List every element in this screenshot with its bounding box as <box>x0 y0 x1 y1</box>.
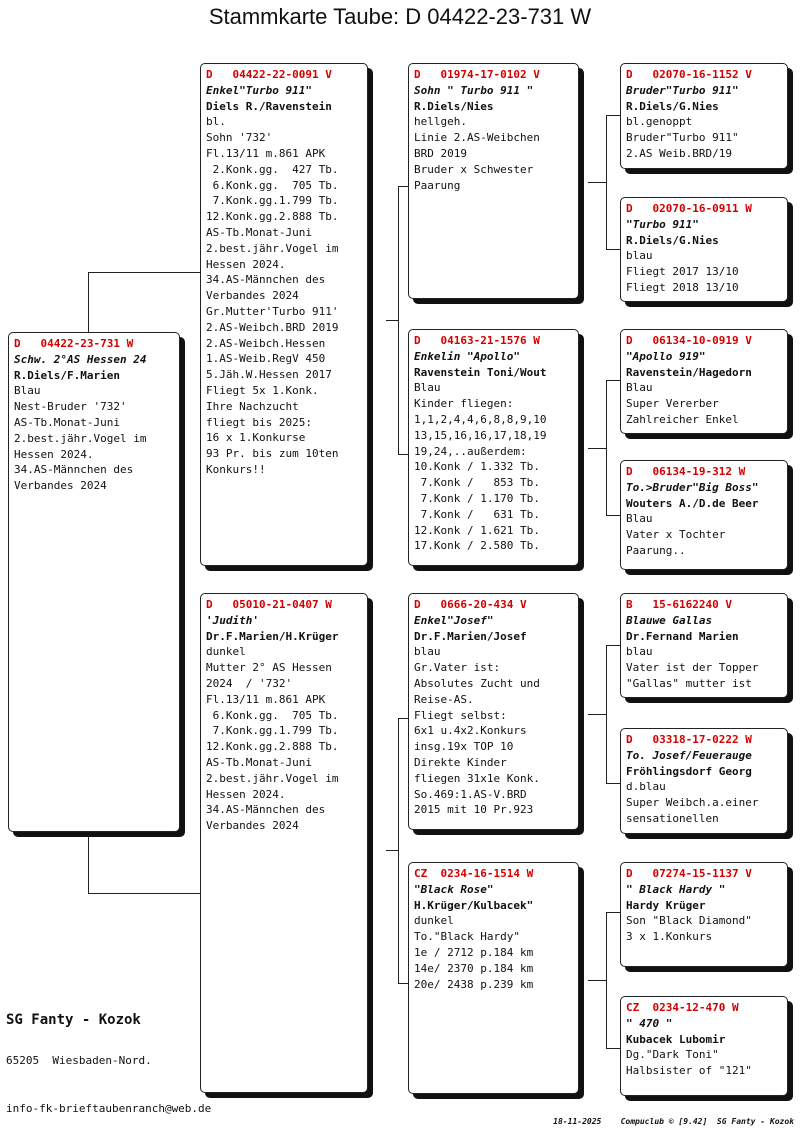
pigeon-name: " 470 " <box>626 1016 673 1030</box>
info-line: bl. <box>206 115 226 129</box>
connector-mf-mff <box>606 645 620 646</box>
info-line: To."Black Hardy" <box>414 930 520 944</box>
owner-name: Wouters A./D.de Beer <box>626 496 759 510</box>
connector-mf-vertical <box>606 645 607 783</box>
info-line: 1.AS-Weib.RegV 450 <box>206 352 326 366</box>
info-line: 93 Pr. bis zum 10ten <box>206 447 339 461</box>
connector-root-father <box>88 272 200 273</box>
info-line: 34.AS-Männchen des <box>206 803 326 817</box>
info-line: 2.Konk.gg. 427 Tb. <box>206 162 339 176</box>
info-line: Mutter 2° AS Hessen <box>206 661 332 675</box>
info-line: Absolutes Zucht und <box>414 676 540 690</box>
info-line: fliegt bis 2025: <box>206 415 312 429</box>
info-line: Blau <box>626 512 653 526</box>
pigeon-name: Enkelin "Apollo" <box>414 349 520 363</box>
info-line: 6.Konk.gg. 705 Tb. <box>206 178 339 192</box>
ring-number: D 06134-19-312 W <box>626 465 746 478</box>
card-fff[interactable] <box>620 63 788 169</box>
owner-name: R.Diels/F.Marien <box>14 368 120 382</box>
info-line: Blau <box>414 381 441 395</box>
owner-name: H.Krüger/Kulbacek" <box>414 898 534 912</box>
owner-name: Ravenstein/Hagedorn <box>626 365 752 379</box>
ring-number: D 04163-21-1576 W <box>414 334 540 347</box>
info-line: 14e/ 2370 p.184 km <box>414 961 534 975</box>
info-line: Nest-Bruder '732' <box>14 400 127 414</box>
info-line: bl.genoppt <box>626 115 693 129</box>
info-line: Super Weibch.a.einer <box>626 796 759 810</box>
pigeon-name: "Apollo 919" <box>626 349 706 363</box>
info-line: Paarung.. <box>626 543 686 557</box>
info-line: Dg."Dark Toni" <box>626 1048 719 1062</box>
info-line: 7.Konk / 631 Tb. <box>414 507 540 521</box>
info-line: 10.Konk / 1.332 Tb. <box>414 460 540 474</box>
info-line: 6x1 u.4x2.Konkurs <box>414 724 527 738</box>
info-line: 1e / 2712 p.184 km <box>414 945 534 959</box>
connector-fm-vertical <box>606 380 607 515</box>
info-line: dunkel <box>414 914 454 928</box>
info-line: 7.Konk / 853 Tb. <box>414 476 540 490</box>
info-line: Son "Black Diamond" <box>626 914 752 928</box>
info-line: Verbandes 2024 <box>206 819 299 833</box>
info-line: Halbsister of "121" <box>626 1064 752 1078</box>
connector-father-fm <box>398 454 408 455</box>
info-line: 17.Konk / 2.580 Tb. <box>414 539 540 553</box>
info-line: 7.Konk.gg.1.799 Tb. <box>206 724 339 738</box>
footer-credit: 18-11-2025 Compuclub © [9.42] SG Fanty - Kozok <box>553 1117 794 1126</box>
owner-name: Kubacek Lubomir <box>626 1032 726 1046</box>
info-line: 34.AS-Männchen des <box>14 463 134 477</box>
info-line: Super Vererber <box>626 397 719 411</box>
info-line: 19,24,..außerdem: <box>414 444 527 458</box>
pigeon-name: To.>Bruder"Big Boss" <box>626 480 759 494</box>
info-line: 7.Konk.gg.1.799 Tb. <box>206 194 339 208</box>
card-mf[interactable] <box>408 593 579 830</box>
info-line: Fliegt 2018 13/10 <box>626 280 739 294</box>
info-line: 34.AS-Männchen des <box>206 273 326 287</box>
card-mmf[interactable] <box>620 862 788 967</box>
ring-number: CZ 0234-16-1514 W <box>414 867 534 880</box>
info-line: Direkte Kinder <box>414 755 507 769</box>
info-line: AS-Tb.Monat-Juni <box>14 415 120 429</box>
connector-root-mother <box>88 893 200 894</box>
info-line: Vater x Tochter <box>626 528 726 542</box>
info-line: Hessen 2024. <box>14 447 94 461</box>
connector-fm-fmf <box>606 380 620 381</box>
info-line: fliegen 31x1e Konk. <box>414 771 540 785</box>
info-line: Verbandes 2024 <box>14 479 107 493</box>
ring-number: D 04422-23-731 W <box>14 337 134 350</box>
info-line: Paarung <box>414 178 461 192</box>
card-ffm[interactable] <box>620 197 788 302</box>
info-line: BRD 2019 <box>414 146 467 160</box>
ring-number: D 03318-17-0222 W <box>626 733 752 746</box>
info-line: 12.Konk.gg.2.888 Tb. <box>206 210 339 224</box>
connector-ff-vertical <box>606 115 607 249</box>
pigeon-name: "Turbo 911" <box>626 217 699 231</box>
club-email[interactable]: info-fk-brieftaubenranch@web.de <box>6 1102 212 1115</box>
connector-fm-fmm <box>606 515 620 516</box>
owner-name: R.Diels/Nies <box>414 99 494 113</box>
ring-number: D 04422-22-0091 V <box>206 68 332 81</box>
ring-number: B 15-6162240 V <box>626 598 732 611</box>
info-line: Blau <box>14 384 41 398</box>
info-line: Vater ist der Topper <box>626 661 759 675</box>
info-line: dunkel <box>206 645 246 659</box>
info-line: 13,15,16,16,17,18,19 <box>414 428 547 442</box>
card-fmm[interactable] <box>620 460 788 570</box>
info-line: Bruder x Schwester <box>414 162 534 176</box>
owner-name: Hardy Krüger <box>626 898 706 912</box>
pigeon-name: 'Judith' <box>206 613 259 627</box>
owner-name: R.Diels/G.Nies <box>626 99 719 113</box>
owner-name: Diels R./Ravenstein <box>206 99 332 113</box>
ring-number: D 05010-21-0407 W <box>206 598 332 611</box>
info-line: 2.best.jähr.Vogel im <box>206 771 339 785</box>
card-mff[interactable] <box>620 593 788 698</box>
info-line: Hessen 2024. <box>206 257 286 271</box>
pigeon-name: To. Josef/Feuerauge <box>626 748 752 762</box>
info-line: 2.best.jähr.Vogel im <box>14 431 147 445</box>
info-line: AS-Tb.Monat-Juni <box>206 755 312 769</box>
ring-number: D 0666-20-434 V <box>414 598 527 611</box>
info-line: 12.Konk.gg.2.888 Tb. <box>206 740 339 754</box>
connector-mm-mmm <box>606 1048 620 1049</box>
card-mmm[interactable] <box>620 996 788 1096</box>
connector-mf-stub <box>588 714 606 715</box>
connector-mother-stub <box>386 850 398 851</box>
owner-name: Dr.Fernand Marien <box>626 629 739 643</box>
info-line: blau <box>414 645 441 659</box>
info-line: 20e/ 2438 p.239 km <box>414 977 534 991</box>
info-line: blau <box>626 645 653 659</box>
pigeon-name: Blauwe Gallas <box>626 613 713 627</box>
connector-ff-ffm <box>606 249 620 250</box>
card-mm[interactable] <box>408 862 579 1094</box>
pigeon-name: Enkel"Turbo 911" <box>206 83 312 97</box>
connector-mother-vertical <box>398 718 399 983</box>
connector-father-stub <box>386 320 398 321</box>
info-line: 12.Konk / 1.621 Tb. <box>414 523 540 537</box>
info-line: Gr.Mutter'Turbo 911' <box>206 304 339 318</box>
pigeon-name: "Black Rose" <box>414 882 494 896</box>
info-line: AS-Tb.Monat-Juni <box>206 225 312 239</box>
info-line: Fl.13/11 m.861 APK <box>206 692 326 706</box>
info-line: 2024 / '732' <box>206 676 293 690</box>
connector-mm-vertical <box>606 912 607 1048</box>
card-fm[interactable] <box>408 329 579 566</box>
ring-number: CZ 0234-12-470 W <box>626 1001 739 1014</box>
info-line: 6.Konk.gg. 705 Tb. <box>206 708 339 722</box>
ring-number: D 01974-17-0102 V <box>414 68 540 81</box>
info-line: Fliegt 5x 1.Konk. <box>206 383 319 397</box>
info-line: insg.19x TOP 10 <box>414 740 514 754</box>
info-line: 2.AS-Weibch.Hessen <box>206 336 326 350</box>
info-line: Reise-AS. <box>414 692 474 706</box>
info-line: Verbandes 2024 <box>206 289 299 303</box>
card-root[interactable] <box>8 332 180 832</box>
owner-name: Ravenstein Toni/Wout <box>414 365 547 379</box>
ring-number: D 07274-15-1137 V <box>626 867 752 880</box>
info-line: Bruder"Turbo 911" <box>626 131 739 145</box>
info-line: Zahlreicher Enkel <box>626 412 739 426</box>
info-line: 16 x 1.Konkurse <box>206 431 306 445</box>
card-ff[interactable] <box>408 63 579 299</box>
page-title: Stammkarte Taube: D 04422-23-731 W <box>208 4 592 29</box>
pigeon-name: Schw. 2°AS Hessen 24 <box>14 352 147 366</box>
pigeon-name: Sohn " Turbo 911 " <box>414 83 534 97</box>
info-line: hellgeh. <box>414 115 467 129</box>
card-father[interactable] <box>200 63 368 566</box>
info-line: "Gallas" mutter ist <box>626 676 752 690</box>
info-line: Sohn '732' <box>206 131 273 145</box>
info-line: Kinder fliegen: <box>414 397 514 411</box>
info-line: 5.Jäh.W.Hessen 2017 <box>206 368 332 382</box>
owner-name: Dr.F.Marien/H.Krüger <box>206 629 339 643</box>
info-line: 2.AS Weib.BRD/19 <box>626 146 732 160</box>
connector-mf-mfm <box>606 783 620 784</box>
info-line: 2015 mit 10 Pr.923 <box>414 803 534 817</box>
info-line: 2.AS-Weibch.BRD 2019 <box>206 320 339 334</box>
info-line: blau <box>626 249 653 263</box>
connector-father-ff <box>398 186 408 187</box>
info-line: Ihre Nachzucht <box>206 399 299 413</box>
info-line: Fliegt 2017 13/10 <box>626 265 739 279</box>
info-line: 7.Konk / 1.170 Tb. <box>414 491 540 505</box>
info-line: Konkurs!! <box>206 462 266 476</box>
owner-name: Dr.F.Marien/Josef <box>414 629 527 643</box>
connector-fm-stub <box>588 448 606 449</box>
info-line: 2.best.jähr.Vogel im <box>206 241 339 255</box>
pigeon-name: Bruder"Turbo 911" <box>626 83 739 97</box>
info-line: Fliegt selbst: <box>414 708 507 722</box>
club-address: 65205 Wiesbaden-Nord. <box>6 1054 152 1067</box>
info-line: So.469:1.AS-V.BRD <box>414 787 527 801</box>
connector-mother-mm <box>398 983 408 984</box>
pigeon-name: " Black Hardy " <box>626 882 726 896</box>
info-line: d.blau <box>626 780 666 794</box>
connector-father-vertical <box>398 186 399 454</box>
info-line: Hessen 2024. <box>206 787 286 801</box>
ring-number: D 02070-16-0911 W <box>626 202 752 215</box>
ring-number: D 06134-10-0919 V <box>626 334 752 347</box>
connector-mother-mf <box>398 718 408 719</box>
card-mfm[interactable] <box>620 728 788 834</box>
owner-name: R.Diels/G.Nies <box>626 233 719 247</box>
info-line: Gr.Vater ist: <box>414 661 501 675</box>
info-line: Blau <box>626 381 653 395</box>
connector-mm-stub <box>588 980 606 981</box>
ring-number: D 02070-16-1152 V <box>626 68 752 81</box>
club-name: SG Fanty - Kozok <box>6 1012 141 1028</box>
info-line: 3 x 1.Konkurs <box>626 930 713 944</box>
info-line: Linie 2.AS-Weibchen <box>414 131 540 145</box>
card-fmf[interactable] <box>620 329 788 434</box>
connector-ff-fff <box>606 115 620 116</box>
connector-ff-stub <box>588 182 606 183</box>
card-mother[interactable] <box>200 593 368 1093</box>
info-line: 1,1,2,4,4,6,8,8,9,10 <box>414 412 547 426</box>
connector-mm-mmf <box>606 912 620 913</box>
info-line: sensationellen <box>626 811 719 825</box>
info-line: Fl.13/11 m.861 APK <box>206 146 326 160</box>
pigeon-name: Enkel"Josef" <box>414 613 494 627</box>
owner-name: Fröhlingsdorf Georg <box>626 764 752 778</box>
